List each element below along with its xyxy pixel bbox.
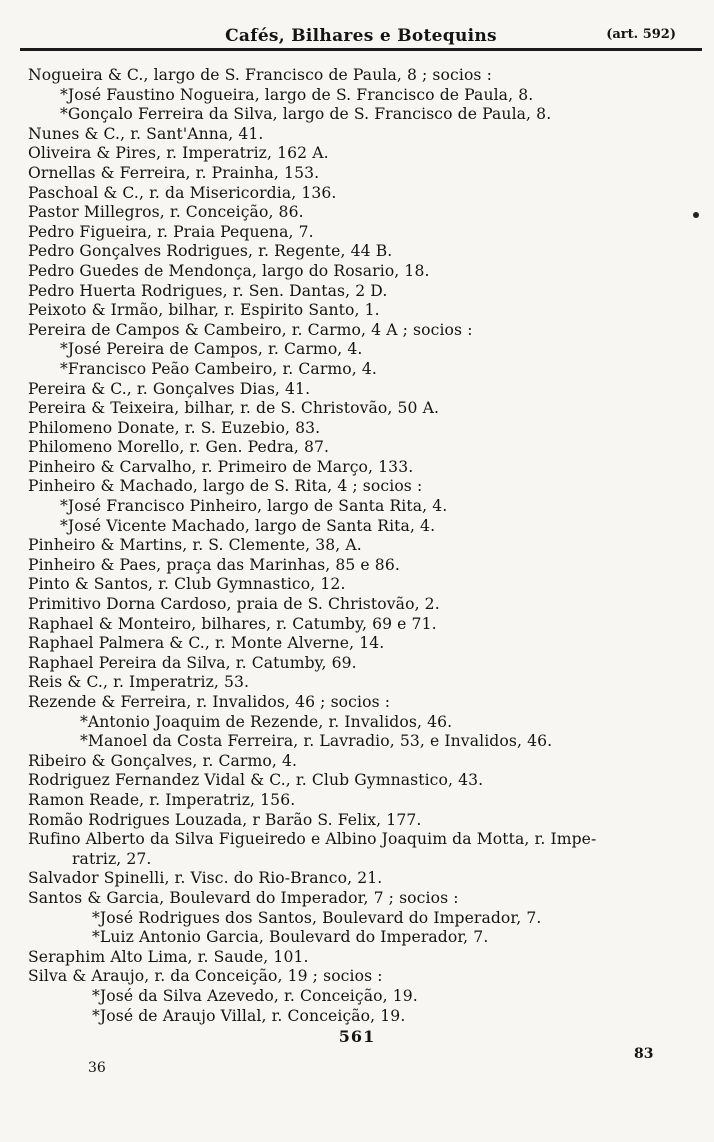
directory-entry: Pinheiro & Paes, praça das Marinhas, 85 e 86. xyxy=(28,555,400,574)
directory-entry: Philomeno Morello, r. Gen. Pedra, 87. xyxy=(28,438,330,457)
directory-entry: Pedro Huerta Rodrigues, r. Sen. Dantas, 2 D. xyxy=(28,281,388,300)
page-number: 561 xyxy=(338,1027,376,1046)
directory-entry: Pedro Guedes de Mendonça, largo do Rosario, 18. xyxy=(28,261,430,280)
directory-entry: Pereira & Teixeira, bilhar, r. de S. Christovão, 50 A. xyxy=(28,399,440,418)
directory-entry: Nunes & C., r. Sant'Anna, 41. xyxy=(28,124,264,143)
directory-entry: Pinheiro & Machado, largo de S. Rita, 4 ; socios : xyxy=(28,477,423,496)
directory-entry: Salvador Spinelli, r. Visc. do Rio-Branco, 21. xyxy=(28,869,383,888)
entry-partner-line: *Antonio Joaquim de Rezende, r. Invalidos, 46. xyxy=(80,712,453,731)
page-header xyxy=(20,22,702,51)
directory-entry: Ramon Reade, r. Imperatriz, 156. xyxy=(28,790,296,809)
directory-entry: Pedro Gonçalves Rodrigues, r. Regente, 44 B. xyxy=(28,242,393,261)
entry-partner-line: *José Vicente Machado, largo de Santa Rita, 4. xyxy=(60,516,436,535)
directory-entry: Pinheiro & Martins, r. S. Clemente, 38, A. xyxy=(28,536,362,555)
header-article-tag: (art. 592) xyxy=(606,27,676,42)
directory-entry: Pereira de Campos & Cambeiro, r. Carmo, 4 A ; socios : xyxy=(28,320,473,339)
ink-spot xyxy=(693,212,699,218)
entry-list xyxy=(0,66,714,1026)
entry-partner-line: *José da Silva Azevedo, r. Conceição, 19. xyxy=(92,986,418,1005)
directory-entry: Pinheiro & Carvalho, r. Primeiro de Março, 133. xyxy=(28,457,414,476)
entry-partner-line: *José Pereira de Campos, r. Carmo, 4. xyxy=(60,340,363,359)
entry-partner-line: ratriz, 27. xyxy=(72,849,152,868)
directory-entry: Ornellas & Ferreira, r. Prainha, 153. xyxy=(28,163,320,182)
entry-partner-line: *José Rodrigues dos Santos, Boulevard do Imperador, 7. xyxy=(92,908,542,927)
directory-entry: Reis & C., r. Imperatriz, 53. xyxy=(28,673,250,692)
footer-right-mark: 83 xyxy=(634,1046,654,1062)
entry-partner-line: *José de Araujo Villal, r. Conceição, 19. xyxy=(92,1006,406,1025)
directory-entry: Rufino Alberto da Silva Figueiredo e Albino Joaquim da Motta, r. Impe- xyxy=(28,830,597,849)
directory-entry: Raphael Pereira da Silva, r. Catumby, 69. xyxy=(28,653,357,672)
entry-partner-line: *Manoel da Costa Ferreira, r. Lavradio, 53, e Invalidos, 46. xyxy=(80,732,553,751)
directory-entry: Peixoto & Irmão, bilhar, r. Espirito Santo, 1. xyxy=(28,301,380,320)
footer-left-mark: 36 xyxy=(88,1060,106,1076)
directory-entry: Primitivo Dorna Cardoso, praia de S. Christovão, 2. xyxy=(28,595,440,614)
directory-entry: Oliveira & Pires, r. Imperatriz, 162 A. xyxy=(28,144,329,163)
directory-entry: Nogueira & C., largo de S. Francisco de Paula, 8 ; socios : xyxy=(28,66,492,84)
directory-entry: Pereira & C., r. Gonçalves Dias, 41. xyxy=(28,379,311,398)
directory-entry: Raphael Palmera & C., r. Monte Alverne, 14. xyxy=(28,634,385,653)
directory-entry: Philomeno Donate, r. S. Euzebio, 83. xyxy=(28,418,321,437)
entry-partner-line: *José Faustino Nogueira, largo de S. Francisco de Paula, 8. xyxy=(60,85,534,104)
directory-entry: Paschoal & C., r. da Misericordia, 136. xyxy=(28,183,337,202)
directory-entry: Raphael & Monteiro, bilhares, r. Catumby, 69 e 71. xyxy=(28,614,437,633)
directory-entry: Rezende & Ferreira, r. Invalidos, 46 ; socios : xyxy=(28,693,391,711)
header-title: Cafés, Bilhares e Botequins xyxy=(225,26,497,46)
directory-entry: Pedro Figueira, r. Praia Pequena, 7. xyxy=(28,222,314,241)
entry-partner-line: *Luiz Antonio Garcia, Boulevard do Imperador, 7. xyxy=(92,928,489,947)
entry-partner-line: *Gonçalo Ferreira da Silva, largo de S. Francisco de Paula, 8. xyxy=(60,105,552,124)
directory-entry: Rodriguez Fernandez Vidal & C., r. Club Gymnastico, 43. xyxy=(28,771,484,790)
directory-entry: Romão Rodrigues Louzada, r Barão S. Felix, 177. xyxy=(28,810,422,829)
directory-entry: Pastor Millegros, r. Conceição, 86. xyxy=(28,203,304,222)
directory-entry: Pinto & Santos, r. Club Gymnastico, 12. xyxy=(28,575,346,594)
directory-entry: Santos & Garcia, Boulevard do Imperador, 7 ; socios : xyxy=(28,888,459,907)
directory-entry: Silva & Araujo, r. da Conceição, 19 ; socios : xyxy=(28,967,383,986)
entry-partner-line: *José Francisco Pinheiro, largo de Santa Rita, 4. xyxy=(60,497,448,516)
directory-entry: Ribeiro & Gonçalves, r. Carmo, 4. xyxy=(28,751,298,770)
entry-partner-line: *Francisco Peão Cambeiro, r. Carmo, 4. xyxy=(60,359,377,378)
directory-entry: Seraphim Alto Lima, r. Saude, 101. xyxy=(28,947,309,966)
